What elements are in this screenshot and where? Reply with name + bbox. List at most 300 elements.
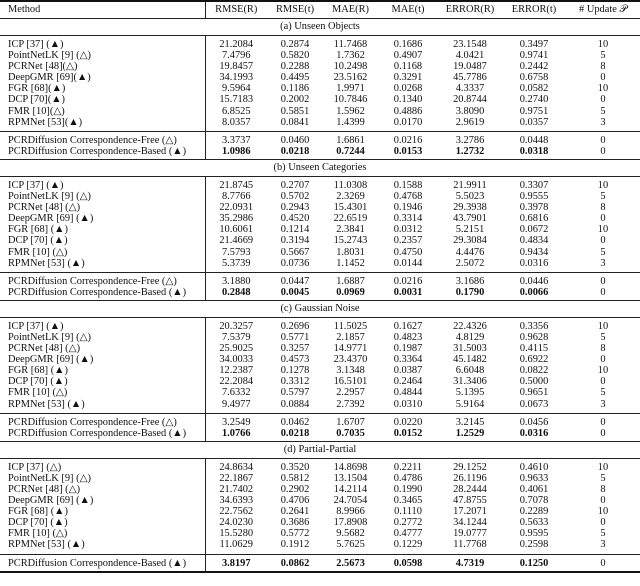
- error-r-cell: 5.1395: [455, 387, 485, 399]
- update-cell: 5: [600, 191, 606, 203]
- update-cell: 5: [600, 387, 606, 399]
- mae-r-cell: 15.4301: [333, 202, 368, 214]
- update-cell: 5: [600, 528, 606, 540]
- method-cell: ICP [37] (▲): [0, 36, 205, 51]
- rmse-t-cell: 0.1186: [280, 83, 310, 95]
- header-row: [0, 1, 640, 19]
- rmse-t-cell: 0.0862: [280, 557, 310, 569]
- table-row: [0, 387, 640, 398]
- mae-r-cell: 22.6519: [333, 213, 368, 225]
- update-cell: 0: [600, 213, 606, 225]
- error-t-cell: 0.0448: [519, 134, 549, 146]
- update-cell: 8: [600, 202, 606, 214]
- method-cell: PointNetLK [9] (△): [0, 50, 205, 61]
- error-r-cell: 6.6048: [455, 365, 485, 377]
- rmse-r-cell: 3.1880: [221, 275, 251, 287]
- mae-r-cell: 9.5682: [336, 528, 365, 540]
- error-t-cell: 0.2598: [502, 539, 566, 554]
- method-cell: PCRNet [48] (△): [0, 343, 205, 354]
- update-cell: 10: [597, 39, 609, 50]
- rmse-r-cell: 22.0931: [219, 202, 254, 214]
- table-row: [0, 458, 640, 473]
- mae-t-cell: 0.0170: [378, 117, 438, 132]
- mae-r-cell: 3.1348: [336, 365, 365, 377]
- table-row: [0, 50, 640, 61]
- error-r-cell: 5.2151: [455, 224, 485, 236]
- mae-t-cell: 0.0312: [393, 224, 423, 236]
- rmse-r-cell: 34.6393: [219, 495, 254, 507]
- mae-r-cell: 0.0969: [336, 286, 365, 298]
- error-t-cell: 0.4115: [519, 343, 549, 355]
- update-cell: 0: [600, 354, 606, 366]
- table-row: [0, 528, 640, 539]
- header-error-r: ERROR(R): [438, 1, 502, 19]
- error-t-cell: 0.0066: [519, 286, 549, 298]
- method-cell: FMR [10] (△): [0, 247, 205, 258]
- mae-r-cell: 2.2957: [336, 387, 365, 399]
- error-t-cell: 0.5000: [519, 376, 549, 388]
- error-t-cell: 0.9628: [519, 331, 549, 343]
- table-row: [0, 83, 640, 94]
- error-r-cell: 3.2145: [455, 416, 485, 428]
- rmse-t-cell: 0.5702: [280, 191, 310, 203]
- method-cell: PCRNet [48](△): [0, 61, 205, 72]
- error-t-cell: 0.5633: [519, 517, 549, 529]
- mae-t-cell: 0.0144: [378, 258, 438, 273]
- error-r-cell: 28.2444: [453, 484, 487, 495]
- update-cell: 8: [600, 61, 606, 73]
- rmse-r-cell: 15.5280: [219, 528, 254, 540]
- rmse-t-cell: 0.2696: [280, 320, 310, 332]
- rmse-r-cell: 34.1993: [219, 72, 254, 84]
- method-cell: PCRDiffusion Correspondence-Free (△): [0, 272, 205, 287]
- error-t-cell: 0.9633: [519, 472, 549, 484]
- ours-row: [0, 287, 640, 301]
- rmse-r-cell: 9.4977: [205, 399, 267, 414]
- update-cell: 0: [600, 517, 606, 529]
- rmse-t-cell: 0.4495: [280, 72, 310, 84]
- error-t-cell: 0.9651: [519, 387, 549, 399]
- error-t-cell: 0.1250: [519, 557, 549, 569]
- rmse-t-cell: 0.0218: [280, 427, 310, 439]
- rmse-r-cell: 3.3737: [221, 134, 251, 146]
- mae-r-cell: 5.7625: [323, 539, 378, 554]
- rmse-t-cell: 0.4706: [280, 495, 310, 507]
- rmse-r-cell: 11.0629: [205, 539, 267, 554]
- error-t-cell: 0.0582: [519, 83, 549, 95]
- rmse-r-cell: 35.2986: [219, 213, 254, 225]
- error-t-cell: 0.3356: [519, 320, 549, 332]
- mae-r-cell: 11.5025: [333, 320, 368, 332]
- method-cell: PCRDiffusion Correspondence-Free (△): [0, 413, 205, 428]
- rmse-t-cell: 0.5771: [280, 331, 310, 343]
- mae-r-cell: 23.5162: [333, 72, 368, 84]
- mae-t-cell: 0.3314: [393, 213, 423, 225]
- error-r-cell: 23.1548: [453, 39, 487, 50]
- mae-r-cell: 1.4399: [323, 117, 378, 132]
- error-r-cell: 45.7786: [453, 72, 487, 84]
- error-t-cell: 0.2289: [519, 506, 549, 518]
- update-cell: 10: [597, 365, 609, 377]
- rmse-t-cell: 0.3312: [280, 376, 310, 388]
- rmse-r-cell: 9.5964: [221, 83, 251, 95]
- method-cell: RPMNet [53] (▲): [0, 539, 205, 554]
- method-cell: PCRDiffusion Correspondence-Free (△): [0, 131, 205, 146]
- mae-t-cell: 0.1990: [393, 484, 423, 495]
- update-cell: 3: [566, 258, 640, 273]
- rmse-t-cell: 0.1278: [280, 365, 310, 377]
- mae-r-cell: 11.0308: [333, 179, 368, 191]
- table-row: [0, 191, 640, 202]
- method-cell: ICP [37] (▲): [0, 317, 205, 332]
- error-t-cell: 0.6758: [519, 72, 549, 84]
- table-row: [0, 94, 640, 105]
- update-cell: 5: [600, 246, 606, 258]
- mae-t-cell: 0.1987: [393, 343, 423, 355]
- table-row: [0, 224, 640, 235]
- rmse-r-cell: 7.5379: [221, 331, 251, 343]
- error-r-cell: 34.1244: [453, 517, 487, 529]
- rmse-r-cell: 24.0230: [219, 517, 254, 529]
- table-row: [0, 473, 640, 484]
- error-t-cell: 0.9555: [519, 191, 549, 203]
- mae-t-cell: 0.0220: [393, 416, 423, 428]
- error-t-cell: 0.3497: [519, 39, 549, 50]
- section-title-row: [0, 300, 640, 317]
- error-r-cell: 31.3406: [453, 376, 487, 388]
- mae-t-cell: 0.4777: [393, 528, 423, 540]
- section-title: (d) Partial-Partial: [0, 441, 640, 458]
- mae-t-cell: 0.1588: [393, 179, 423, 191]
- method-cell: RPMNet [53](▲): [0, 117, 205, 132]
- rmse-t-cell: 0.2002: [280, 94, 310, 106]
- method-cell: PCRNet [48] (△): [0, 202, 205, 213]
- mae-r-cell: 2.7392: [323, 399, 378, 414]
- table-row: [0, 61, 640, 72]
- error-t-cell: 0.0446: [519, 275, 549, 287]
- table-row: [0, 354, 640, 365]
- error-t-cell: 0.9751: [519, 105, 549, 117]
- mae-t-cell: 0.4768: [393, 191, 423, 203]
- rmse-r-cell: 5.3739: [205, 258, 267, 273]
- error-t-cell: 0.3307: [519, 179, 549, 191]
- mae-r-cell: 15.2743: [333, 235, 368, 247]
- error-r-cell: 2.9619: [438, 117, 502, 132]
- error-r-cell: 3.2786: [455, 134, 485, 146]
- error-t-cell: 0.0316: [502, 258, 566, 273]
- error-r-cell: 29.3938: [453, 202, 487, 214]
- rmse-t-cell: 0.0462: [280, 416, 310, 428]
- rmse-r-cell: 3.8197: [221, 557, 251, 569]
- error-r-cell: 3.1686: [455, 275, 485, 287]
- rmse-t-cell: 0.1214: [280, 224, 310, 236]
- rmse-r-cell: 1.0766: [221, 427, 251, 439]
- rmse-t-cell: 0.3520: [280, 461, 310, 473]
- error-r-cell: 11.7768: [438, 539, 502, 554]
- mae-r-cell: 24.7054: [333, 495, 368, 507]
- method-cell: FMR [10] (△): [0, 528, 205, 539]
- error-t-cell: 0.0672: [519, 224, 549, 236]
- section-title-row: [0, 159, 640, 176]
- error-r-cell: 0.1790: [455, 286, 485, 298]
- error-r-cell: 19.0777: [453, 528, 487, 540]
- rmse-t-cell: 0.5667: [280, 246, 310, 258]
- update-cell: 3: [566, 399, 640, 414]
- mae-t-cell: 0.0031: [393, 286, 423, 298]
- error-r-cell: 1.2529: [455, 427, 485, 439]
- rmse-t-cell: 0.3686: [280, 517, 310, 529]
- mae-r-cell: 1.9971: [336, 83, 365, 95]
- method-cell: FGR [68] (▲): [0, 365, 205, 376]
- method-cell: RPMNet [53] (▲): [0, 399, 205, 414]
- rmse-t-cell: 0.5797: [280, 387, 310, 399]
- method-cell: DCP [70] (▲): [0, 376, 205, 387]
- table-row: [0, 106, 640, 117]
- update-cell: 0: [600, 72, 606, 84]
- error-t-cell: 0.3978: [519, 202, 549, 214]
- method-cell: DeepGMR [69](▲): [0, 72, 205, 83]
- update-cell: 0: [600, 427, 606, 439]
- error-r-cell: 5.5023: [455, 191, 485, 203]
- mae-t-cell: 0.2464: [393, 376, 423, 388]
- mae-r-cell: 1.6707: [336, 416, 365, 428]
- header-method: Method: [0, 1, 205, 19]
- header-error-t: ERROR(t): [502, 1, 566, 19]
- mae-r-cell: 0.7035: [336, 427, 365, 439]
- method-cell: PointNetLK [9] (△): [0, 473, 205, 484]
- error-r-cell: 4.3337: [455, 83, 485, 95]
- header-mae-t: MAE(t): [378, 1, 438, 19]
- mae-t-cell: 0.2357: [393, 235, 423, 247]
- mae-r-cell: 0.7244: [336, 145, 365, 157]
- rmse-t-cell: 0.2943: [280, 202, 310, 214]
- update-cell: 5: [600, 331, 606, 343]
- update-cell: 5: [600, 472, 606, 484]
- error-r-cell: 19.0487: [453, 61, 487, 73]
- error-r-cell: 1.2732: [455, 145, 485, 157]
- error-r-cell: 2.5072: [438, 258, 502, 273]
- rmse-r-cell: 24.8634: [219, 461, 254, 473]
- rmse-t-cell: 0.0884: [267, 399, 323, 414]
- rmse-t-cell: 0.1912: [267, 539, 323, 554]
- method-cell: PointNetLK [9] (△): [0, 332, 205, 343]
- update-cell: 0: [600, 416, 606, 428]
- error-t-cell: 0.4061: [519, 484, 549, 495]
- section-title-row: [0, 19, 640, 36]
- method-cell: FMR [10] (△): [0, 387, 205, 398]
- mae-t-cell: 0.0152: [393, 427, 423, 439]
- rmse-t-cell: 0.4520: [280, 213, 310, 225]
- method-cell: FMR [10](△): [0, 106, 205, 117]
- error-r-cell: 31.5003: [453, 343, 487, 355]
- mae-t-cell: 0.1110: [394, 506, 422, 518]
- error-r-cell: 3.8090: [455, 105, 485, 117]
- table-row: [0, 332, 640, 343]
- rmse-t-cell: 0.5851: [280, 105, 310, 117]
- update-cell: 0: [600, 235, 606, 247]
- ours-row: [0, 413, 640, 428]
- header-rmse-r: RMSE(R): [205, 1, 267, 19]
- update-cell: 0: [600, 94, 606, 106]
- rmse-t-cell: 0.0447: [280, 275, 310, 287]
- rmse-r-cell: 10.6061: [219, 224, 254, 236]
- mae-t-cell: 0.2772: [393, 517, 423, 529]
- mae-t-cell: 0.0268: [393, 83, 423, 95]
- mae-t-cell: 0.0216: [393, 275, 423, 287]
- table-row: [0, 72, 640, 83]
- update-cell: 5: [600, 50, 606, 62]
- method-cell: FGR [68] (▲): [0, 224, 205, 235]
- method-cell: DeepGMR [69] (▲): [0, 213, 205, 224]
- mae-r-cell: 10.7846: [333, 94, 368, 106]
- table-row: [0, 343, 640, 354]
- rmse-t-cell: 0.3194: [280, 235, 310, 247]
- method-cell: PointNetLK [9] (△): [0, 191, 205, 202]
- error-t-cell: 0.9434: [519, 246, 549, 258]
- rmse-t-cell: 0.0736: [267, 258, 323, 273]
- error-r-cell: 29.3084: [453, 235, 487, 247]
- mae-r-cell: 23.4370: [333, 354, 368, 366]
- method-cell: DeepGMR [69] (▲): [0, 354, 205, 365]
- error-t-cell: 0.0673: [502, 399, 566, 414]
- mae-t-cell: 0.1229: [378, 539, 438, 554]
- table-row: [0, 376, 640, 387]
- method-cell: PCRDiffusion Correspondence-Based (▲): [0, 428, 205, 442]
- mae-t-cell: 0.3364: [393, 354, 423, 366]
- method-cell: FGR [68] (▲): [0, 506, 205, 517]
- rmse-t-cell: 0.0045: [280, 286, 310, 298]
- mae-t-cell: 0.4823: [393, 331, 423, 343]
- mae-r-cell: 2.5673: [336, 557, 365, 569]
- error-t-cell: 0.0316: [519, 427, 549, 439]
- rmse-r-cell: 20.3257: [219, 320, 254, 332]
- method-cell: FGR [68](▲): [0, 83, 205, 94]
- rmse-r-cell: 22.7562: [219, 506, 254, 518]
- mae-t-cell: 0.1627: [393, 320, 423, 332]
- error-r-cell: 20.8744: [453, 94, 487, 106]
- mae-r-cell: 2.1857: [336, 331, 365, 343]
- mae-r-cell: 1.8031: [336, 246, 365, 258]
- rmse-r-cell: 21.7402: [219, 484, 254, 495]
- mae-t-cell: 0.0387: [393, 365, 423, 377]
- rmse-r-cell: 19.8457: [219, 61, 254, 73]
- table-row: [0, 495, 640, 506]
- rmse-t-cell: 0.4573: [280, 354, 310, 366]
- mae-r-cell: 1.5962: [336, 105, 365, 117]
- update-cell: 0: [600, 495, 606, 507]
- rmse-r-cell: 22.2084: [219, 376, 254, 388]
- error-r-cell: 4.8129: [455, 331, 485, 343]
- update-cell: 10: [597, 320, 609, 332]
- table-row: [0, 365, 640, 376]
- update-cell: 0: [600, 145, 606, 157]
- mae-r-cell: 1.7362: [336, 50, 365, 62]
- mae-t-cell: 0.4786: [393, 472, 423, 484]
- update-cell: 10: [597, 83, 609, 95]
- mae-r-cell: 16.5101: [333, 376, 368, 388]
- section-title-row: [0, 441, 640, 458]
- rmse-r-cell: 22.1867: [219, 472, 254, 484]
- header-rmse-t: RMSE(t): [267, 1, 323, 19]
- section-title: (a) Unseen Objects: [0, 19, 640, 36]
- update-cell: 0: [600, 286, 606, 298]
- header-mae-r: MAE(R): [323, 1, 378, 19]
- method-cell: DCP [70] (▲): [0, 235, 205, 246]
- rmse-r-cell: 7.4796: [221, 50, 251, 62]
- method-cell: DCP [70](▲): [0, 94, 205, 105]
- table-row: [0, 235, 640, 246]
- mae-t-cell: 0.1946: [393, 202, 423, 214]
- error-t-cell: 0.0822: [519, 365, 549, 377]
- error-t-cell: 0.9595: [519, 528, 549, 540]
- rmse-t-cell: 0.0460: [280, 134, 310, 146]
- ours-row: [0, 272, 640, 287]
- update-cell: 0: [600, 134, 606, 146]
- method-cell: DCP [70] (▲): [0, 517, 205, 528]
- mae-t-cell: 0.4886: [393, 105, 423, 117]
- mae-r-cell: 1.6887: [336, 275, 365, 287]
- rmse-t-cell: 0.0218: [280, 145, 310, 157]
- mae-r-cell: 1.1452: [323, 258, 378, 273]
- rmse-r-cell: 6.8525: [221, 105, 251, 117]
- table-row: [0, 176, 640, 191]
- rmse-r-cell: 21.8745: [219, 179, 254, 191]
- rmse-t-cell: 0.2707: [280, 179, 310, 191]
- mae-r-cell: 17.8908: [333, 517, 368, 529]
- error-r-cell: 47.8755: [453, 495, 487, 507]
- table-row: [0, 117, 640, 132]
- rmse-r-cell: 1.0986: [221, 145, 251, 157]
- method-cell: ICP [37] (▲): [0, 176, 205, 191]
- error-r-cell: 21.9911: [453, 179, 487, 191]
- error-r-cell: 26.1196: [453, 472, 487, 484]
- rmse-t-cell: 0.5820: [280, 50, 310, 62]
- error-r-cell: 17.2071: [453, 506, 487, 518]
- ours-row: [0, 554, 640, 572]
- table-row: [0, 399, 640, 414]
- rmse-r-cell: 8.0357: [205, 117, 267, 132]
- error-t-cell: 0.6816: [519, 213, 549, 225]
- error-t-cell: 0.4834: [519, 235, 549, 247]
- error-t-cell: 0.2442: [519, 61, 549, 73]
- section-title: (b) Unseen Categories: [0, 159, 640, 176]
- error-r-cell: 4.7319: [455, 557, 485, 569]
- rmse-r-cell: 12.2387: [219, 365, 254, 377]
- rmse-r-cell: 7.6332: [221, 387, 251, 399]
- table-row: [0, 517, 640, 528]
- method-cell: PCRDiffusion Correspondence-Based (▲): [0, 146, 205, 160]
- ours-row: [0, 131, 640, 146]
- update-cell: 10: [597, 461, 609, 473]
- mae-t-cell: 0.0310: [378, 399, 438, 414]
- rmse-r-cell: 34.0033: [219, 354, 254, 366]
- error-t-cell: 0.0357: [502, 117, 566, 132]
- rmse-t-cell: 0.2288: [280, 61, 310, 73]
- error-t-cell: 0.0456: [519, 416, 549, 428]
- mae-r-cell: 14.9771: [333, 343, 368, 355]
- error-r-cell: 22.4326: [453, 320, 487, 332]
- mae-r-cell: 14.8698: [333, 461, 368, 473]
- mae-t-cell: 0.3291: [393, 72, 423, 84]
- update-cell: 0: [600, 557, 606, 569]
- rmse-r-cell: 0.2848: [221, 286, 251, 298]
- table-row: [0, 484, 640, 495]
- update-cell: 0: [600, 376, 606, 388]
- error-r-cell: 45.1482: [453, 354, 487, 366]
- section-title: (c) Gaussian Noise: [0, 300, 640, 317]
- mae-t-cell: 0.4750: [393, 246, 423, 258]
- error-r-cell: 4.4476: [455, 246, 485, 258]
